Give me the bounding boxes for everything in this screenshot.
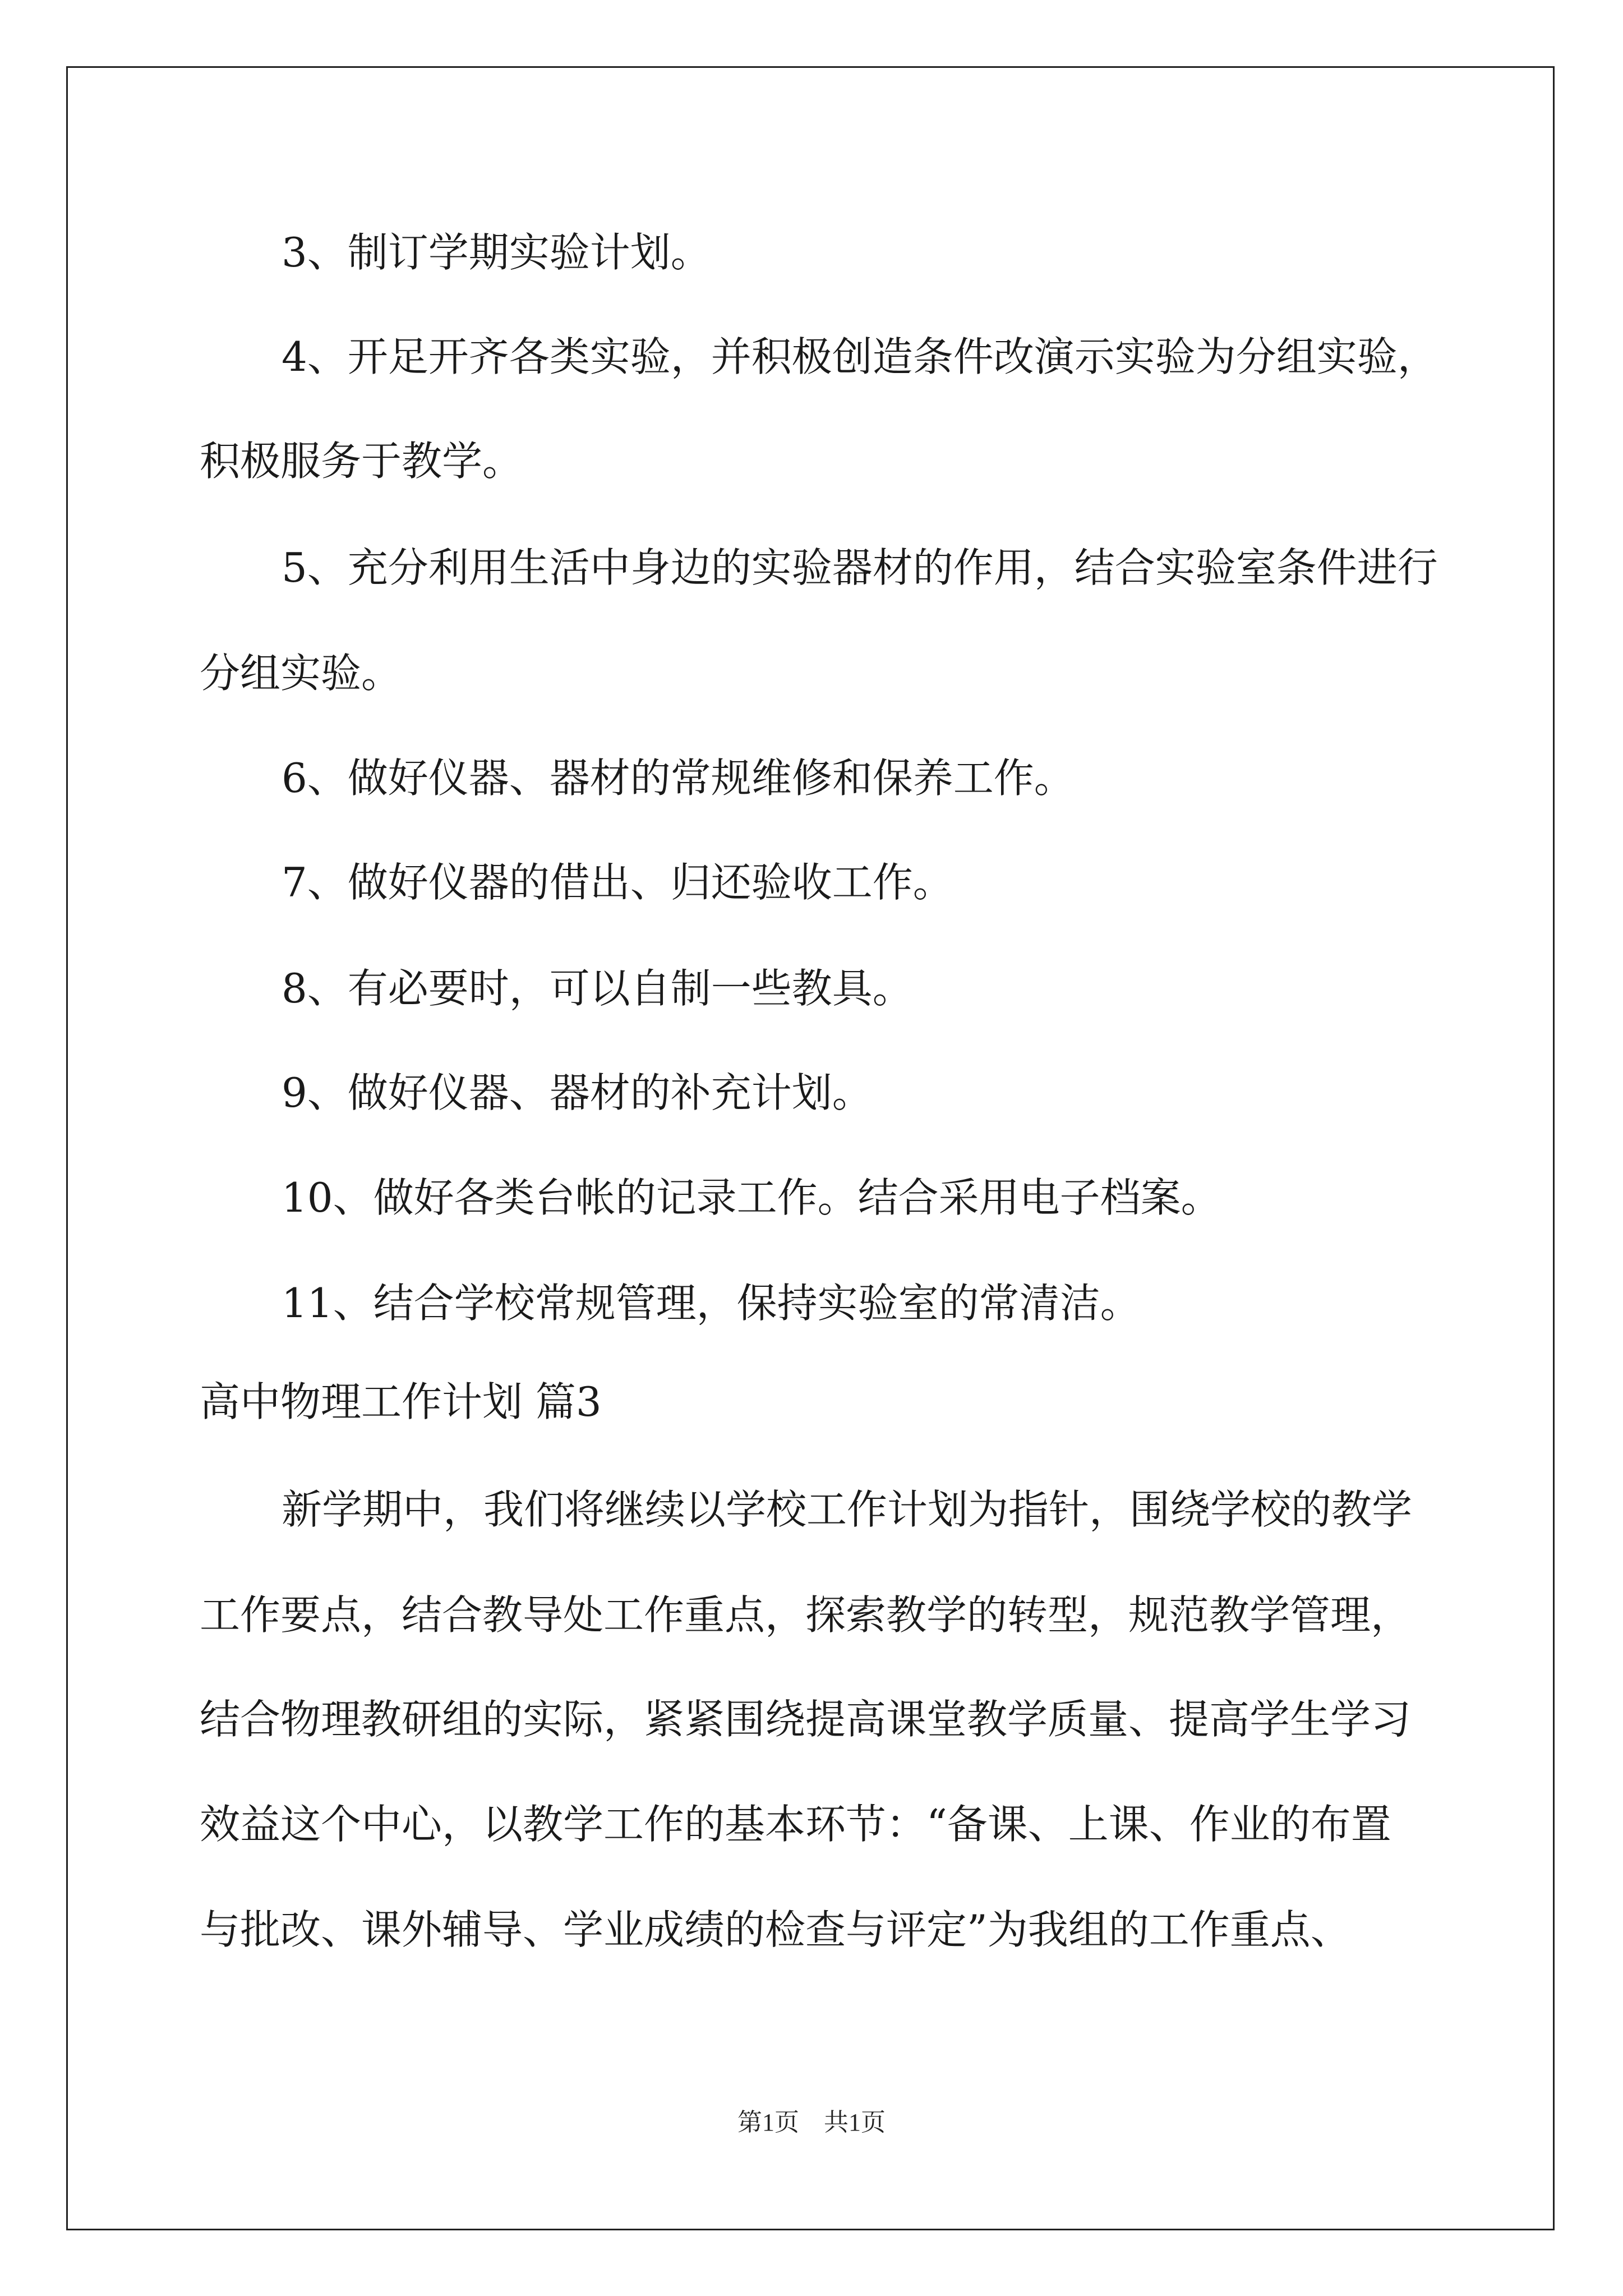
list-item-5-line-1: 5、充分利用生活中身边的实验器材的作用，结合实验室条件进行 <box>282 544 1438 591</box>
paragraph-line-3: 结合物理教研组的实际，紧紧围绕提高课堂教学质量、提高学生学习 <box>200 1696 1412 1743</box>
list-item-9: 9、做好仪器、器材的补充计划。 <box>282 1069 873 1116</box>
paragraph-line-1: 新学期中，我们将继续以学校工作计划为指针，围绕学校的教学 <box>282 1486 1413 1533</box>
list-item-10: 10、做好各类台帐的记录工作。结合采用电子档案。 <box>282 1174 1221 1221</box>
paragraph-line-4: 效益这个中心，以教学工作的基本环节：“备课、上课、作业的布置 <box>200 1801 1391 1848</box>
list-item-5-line-2: 分组实验。 <box>200 650 402 697</box>
paragraph-line-5: 与批改、课外辅导、学业成绩的检查与评定”为我组的工作重点、 <box>200 1906 1351 1953</box>
paragraph-line-2: 工作要点，结合教导处工作重点，探索教学的转型，规范教学管理， <box>200 1591 1412 1639</box>
page-footer: 第1页 共1页 <box>737 2109 886 2136</box>
list-item-8: 8、有必要时，可以自制一些教具。 <box>282 965 913 1012</box>
section-heading: 高中物理工作计划 篇3 <box>200 1378 602 1425</box>
list-item-11: 11、结合学校常规管理，保持实验室的常清洁。 <box>282 1280 1141 1327</box>
list-item-6: 6、做好仪器、器材的常规维修和保养工作。 <box>282 754 1075 802</box>
list-item-4-line-2: 积极服务于教学。 <box>200 438 523 485</box>
list-item-7: 7、做好仪器的借出、归还验收工作。 <box>282 859 953 906</box>
list-item-3: 3、制订学期实验计划。 <box>282 229 711 276</box>
list-item-4-line-1: 4、开足开齐各类实验，并积极创造条件改演示实验为分组实验， <box>282 333 1438 380</box>
